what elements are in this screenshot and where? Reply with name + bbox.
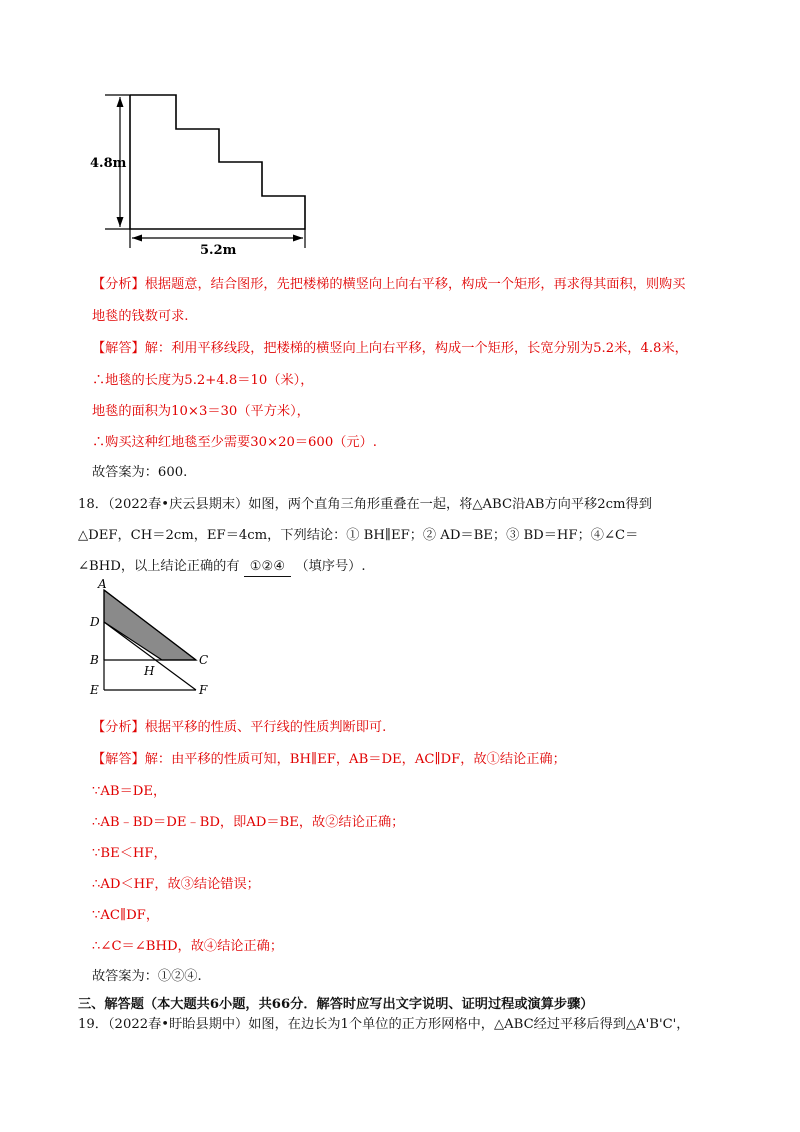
stair-figure	[90, 88, 320, 258]
q17-answer-line-2: ∴地毯的长度为5.2+4.8＝10（米），	[92, 373, 314, 388]
q18-answer-line-4: ∵BE＜HF，	[92, 846, 167, 861]
q18-analysis	[92, 719, 386, 737]
q17-analysis-line-2: 地毯的钱数可求.	[92, 309, 189, 324]
label-H: H	[144, 664, 155, 678]
q18-answer-line-3: ∴AB﹣BD＝DE﹣BD，即AD＝BE，故②结论正确；	[92, 815, 405, 830]
label-D: D	[90, 615, 100, 629]
q18-line-1: 18．（2022春•庆云县期末）如图，两个直角三角形重叠在一起，将△ABC沿AB方向平移2cm得到	[78, 497, 652, 512]
q19-line-1: 19．（2022春•盱眙县期中）如图，在边长为1个单位的正方形网格中，△ABC经过平移后得到△A'B'C'，	[78, 1017, 690, 1032]
label-A: A	[98, 577, 107, 591]
label-F: F	[199, 683, 208, 697]
answer-text: 解：由平移的性质可知，BH∥EF，AB＝DE，AC∥DF，故①结论正确；	[144, 752, 566, 767]
analysis-tag: 【分析】	[92, 720, 145, 735]
q17-answer-line-3: 地毯的面积为10×3＝30（平方米），	[92, 404, 310, 419]
q18-line-3-prefix: ∠BHD，以上结论正确的有	[78, 559, 240, 574]
stair-height-label: 4.8m	[90, 156, 127, 171]
q17-final-answer: 故答案为：600.	[92, 465, 188, 480]
q18-answer-line-5: ∴AD＜HF，故③结论错误；	[92, 877, 260, 892]
analysis-text: 根据题意，结合图形，先把楼梯的横竖向上向右平移，构成一个矩形，再求得其面积，则购买	[144, 277, 686, 292]
q18-answer-line-6: ∵AC∥DF，	[92, 908, 160, 923]
translation-figure	[86, 578, 226, 702]
analysis-text: 根据平移的性质、平行线的性质判断即可.	[144, 720, 387, 735]
q18-answer-line-2: ∵AB＝DE，	[92, 784, 167, 799]
q18-answer-line-7: ∴∠C＝∠BHD，故④结论正确；	[92, 939, 284, 954]
label-C: C	[199, 653, 209, 667]
section-3-heading: 三、解答题（本大题共6小题，共66分．解答时应写出文字说明、证明过程或演算步骤）	[78, 997, 594, 1012]
q18-line-2: △DEF，CH＝2cm，EF＝4cm，下列结论：① BH∥EF；② AD＝BE；③ BD＝HF；④∠C＝	[78, 528, 639, 543]
analysis-tag: 【分析】	[92, 277, 145, 292]
q17-answer-line-4: ∴购买这种红地毯至少需要30×20＝600（元）.	[92, 435, 377, 450]
q17-analysis-line-1	[92, 276, 685, 294]
answer-tag: 【解答】	[92, 341, 145, 356]
q18-answer-line-1	[92, 751, 566, 769]
q18-final-answer: 故答案为：①②④.	[92, 969, 202, 984]
answer-tag: 【解答】	[92, 752, 145, 767]
stair-width-label: 5.2m	[200, 243, 237, 258]
label-E: E	[90, 683, 99, 697]
q18-line-3-suffix: （填序号）.	[295, 559, 366, 574]
answer-text: 解：利用平移线段，把楼梯的横竖向上向右平移，构成一个矩形，长宽分别为5.2米，4.8米，	[144, 341, 688, 356]
q17-answer-line-1	[92, 340, 688, 358]
label-B: B	[90, 653, 99, 667]
q18-answer-blank: ①②④	[244, 558, 291, 577]
q18-line-3	[78, 558, 366, 577]
